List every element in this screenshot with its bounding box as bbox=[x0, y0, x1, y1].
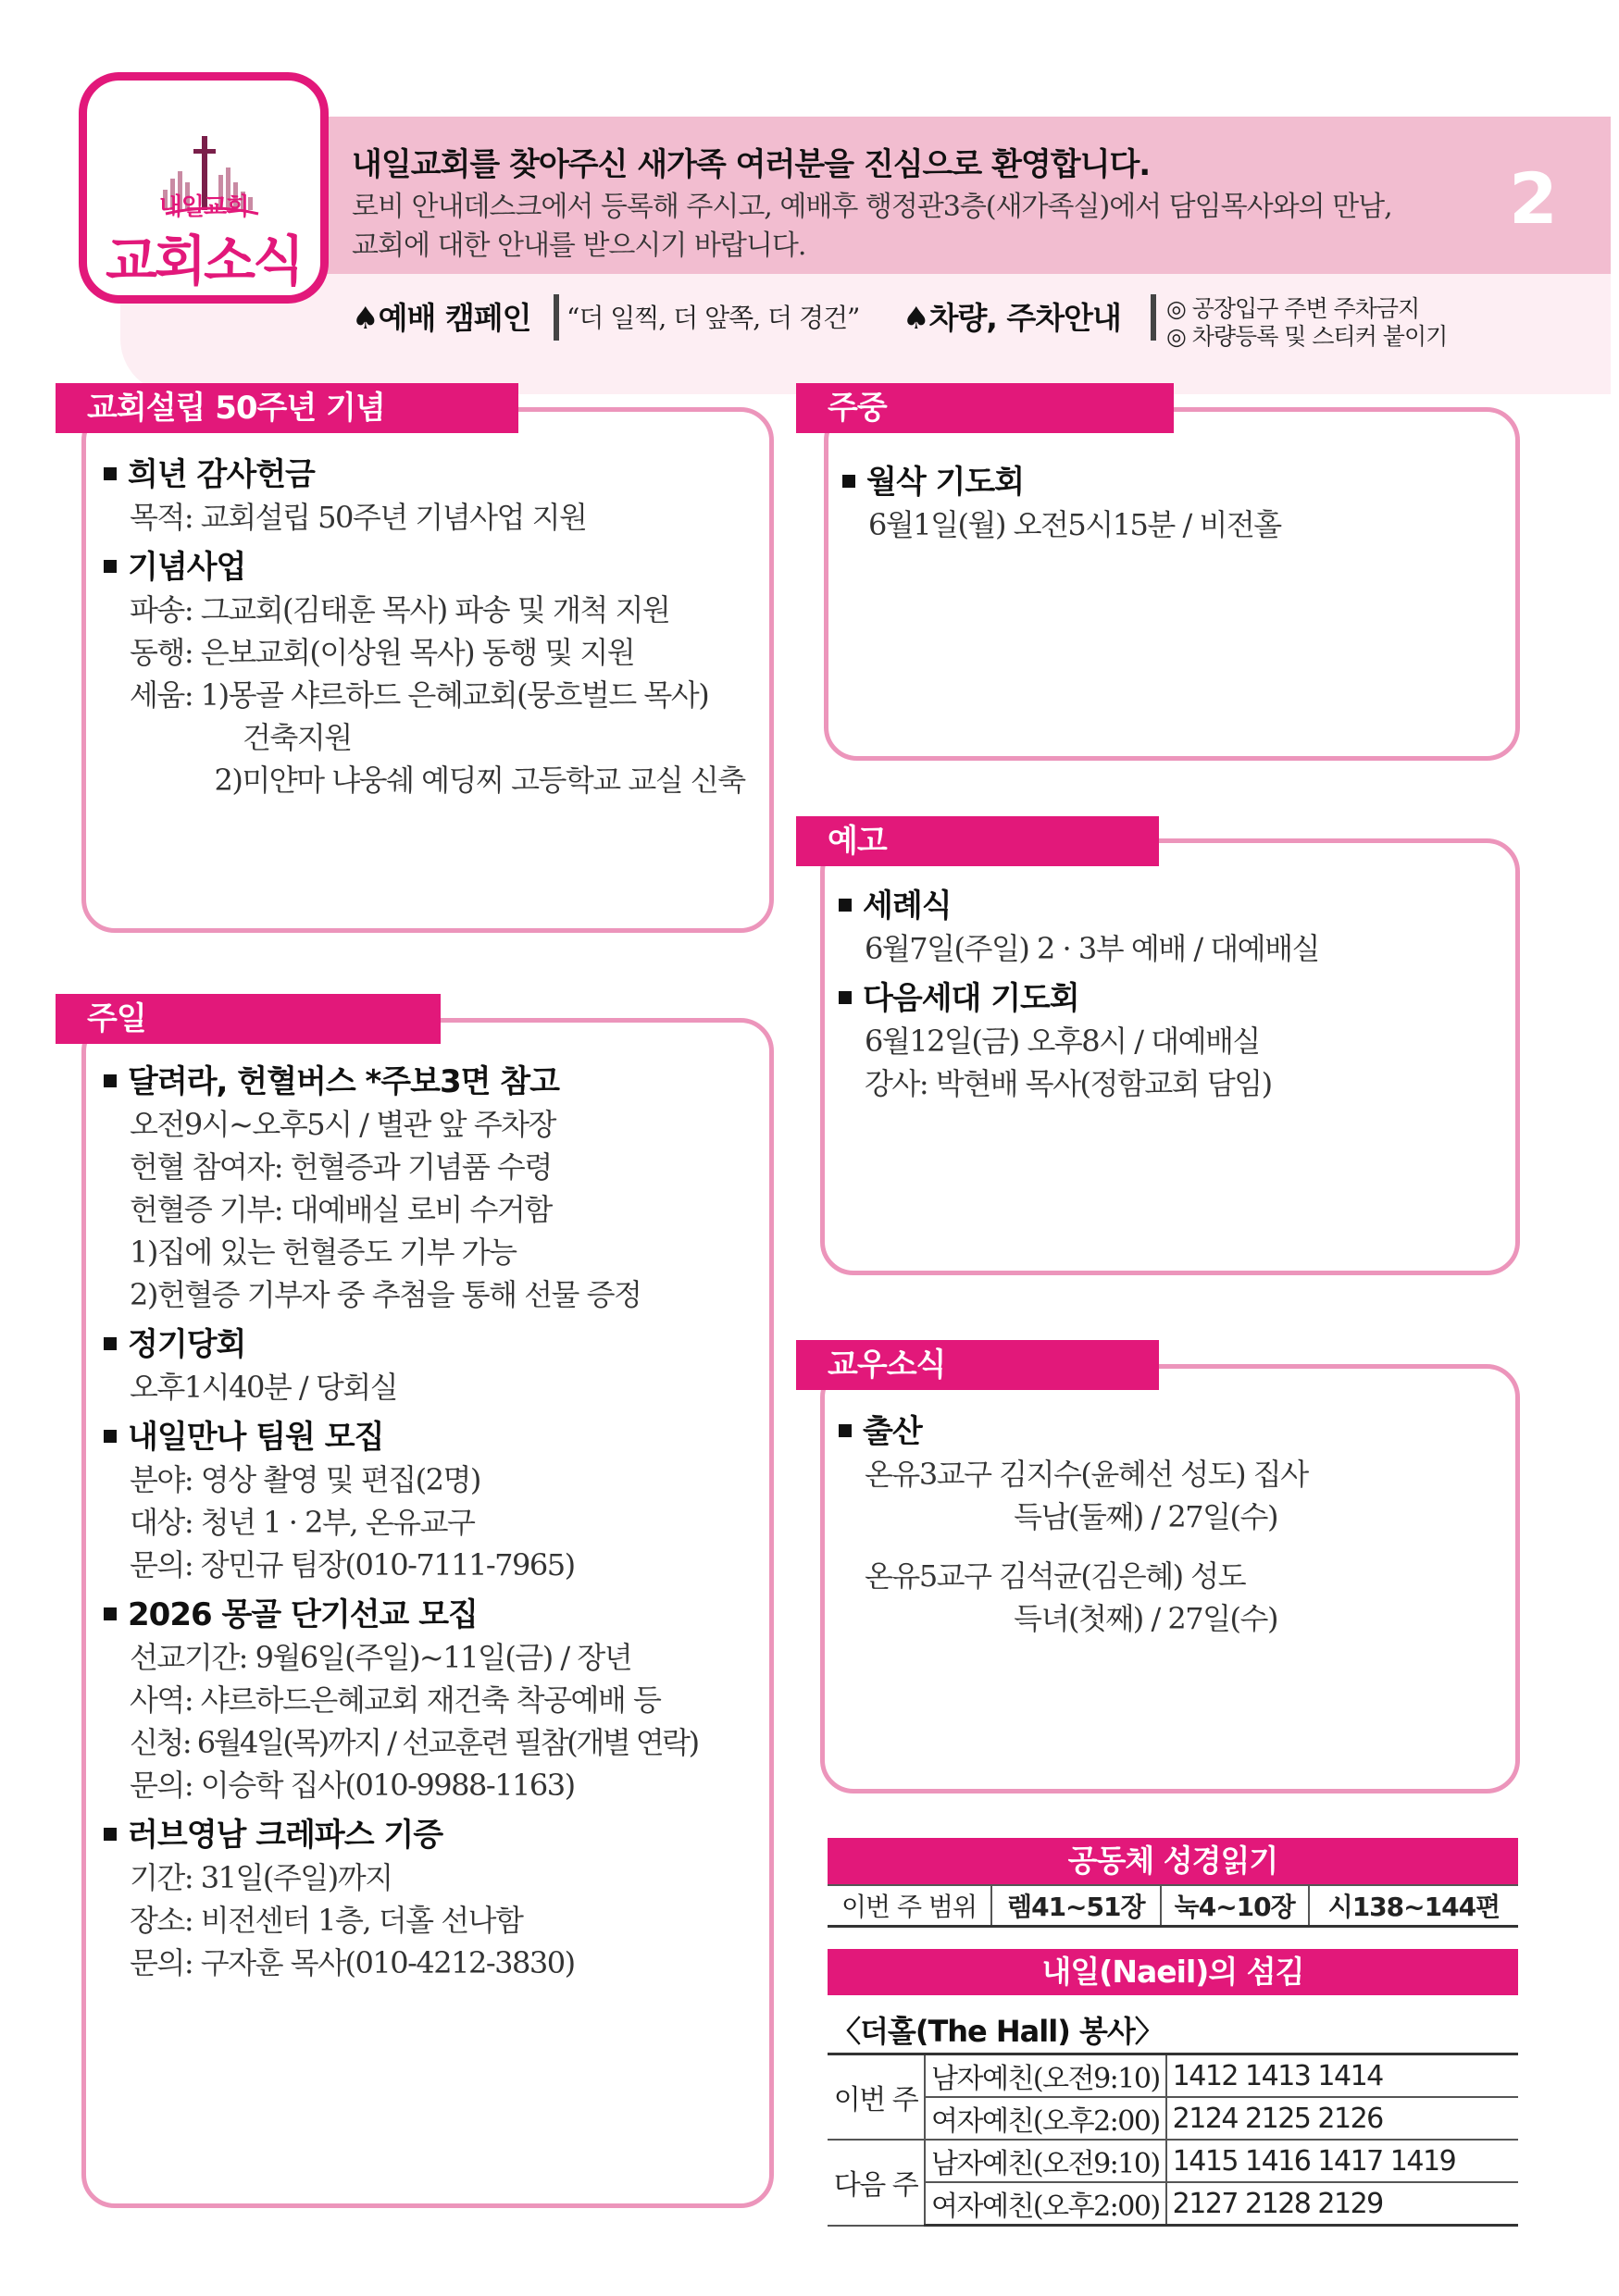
divider bbox=[554, 294, 559, 341]
reading-range: 눅4~10장 bbox=[1161, 1885, 1309, 1927]
item-title: 희년 감사헌금 bbox=[104, 453, 745, 496]
item-line: 1)집에 있는 헌혈증도 기부 가능 bbox=[130, 1235, 517, 1270]
bullet-icon bbox=[104, 1074, 117, 1087]
item-title: 기념사업 bbox=[104, 546, 745, 589]
bullet-icon bbox=[104, 560, 117, 573]
item-line: 오전9시~오후5시 / 별관 앞 주차장 bbox=[130, 1107, 555, 1142]
item-line: 헌혈 참여자: 헌혈증과 기념품 수령 bbox=[130, 1149, 552, 1185]
item-line: 기간: 31일(주일)까지 bbox=[130, 1860, 392, 1895]
item-line: 헌혈증 기부: 대예배실 로비 수거함 bbox=[130, 1192, 552, 1227]
sunday-tab: 주일 bbox=[56, 994, 441, 1044]
service-subtitle: 〈더홀(The Hall) 봉사〉 bbox=[831, 2014, 1164, 2049]
notice-body bbox=[839, 877, 1319, 1105]
members-body bbox=[839, 1403, 1308, 1640]
item-title: 정기당회 bbox=[104, 1323, 698, 1366]
table-row bbox=[828, 2140, 1518, 2182]
item-line: 득남(둘째) / 27일(수) bbox=[865, 1499, 1277, 1534]
midweek-tab: 주중 bbox=[796, 383, 1174, 433]
week-label: 이번 주 bbox=[828, 2054, 925, 2141]
item-line: 목적: 교회설립 50주년 기념사업 지원 bbox=[130, 500, 587, 535]
item-line: 6월12일(금) 오후8시 / 대예배실 bbox=[865, 1024, 1260, 1059]
reading-range: 렘41~51장 bbox=[991, 1885, 1161, 1927]
numbers-cell: 1415 1416 1417 1419 bbox=[1166, 2140, 1518, 2182]
bullet-icon bbox=[104, 1430, 117, 1443]
table-row bbox=[828, 2182, 1518, 2226]
news-item bbox=[842, 461, 1281, 546]
item-line: 파송: 그교회(김태훈 목사) 파송 및 개척 지원 bbox=[130, 592, 670, 627]
news-item bbox=[104, 1594, 698, 1806]
service-table bbox=[828, 2053, 1518, 2227]
item-title: 세례식 bbox=[839, 885, 1319, 927]
item-line: 문의: 이승학 집사(010-9988-1163) bbox=[130, 1768, 575, 1803]
divider bbox=[1151, 294, 1156, 341]
week-label: 다음 주 bbox=[828, 2140, 925, 2226]
item-title: 달려라, 헌혈버스 *주보3면 참고 bbox=[104, 1061, 698, 1103]
item-line: 온유3교구 김지수(윤혜선 성도) 집사 bbox=[865, 1457, 1308, 1492]
parking-label: ♠차량, 주차안내 bbox=[903, 300, 1121, 336]
group-cell: 남자예친(오전9:10) bbox=[925, 2054, 1166, 2098]
item-line: 온유5교구 김석균(김은혜) 성도 bbox=[865, 1558, 1246, 1594]
item-line: 분야: 영상 촬영 및 편집(2명) bbox=[130, 1462, 480, 1497]
news-item bbox=[104, 1814, 698, 1984]
item-title: 월삭 기도회 bbox=[842, 461, 1281, 503]
bullet-icon bbox=[104, 1828, 117, 1841]
page-title: 교회소식 bbox=[105, 230, 303, 292]
table-row bbox=[828, 2097, 1518, 2140]
bible-reading-title: 공동체 성경읽기 bbox=[828, 1838, 1518, 1884]
church-name: 내일교회 bbox=[158, 193, 249, 221]
item-title: 다음세대 기도회 bbox=[839, 977, 1319, 1020]
news-item bbox=[104, 546, 745, 801]
bullet-icon bbox=[839, 1424, 852, 1437]
news-item bbox=[104, 453, 745, 539]
reading-range: 시138~144편 bbox=[1309, 1885, 1518, 1927]
numbers-cell: 2127 2128 2129 bbox=[1166, 2182, 1518, 2226]
parking-note: ◎ 공장입구 주변 주차금지 bbox=[1166, 295, 1420, 322]
numbers-cell: 1412 1413 1414 bbox=[1166, 2054, 1518, 2098]
item-line: 2)헌혈증 기부자 중 추첨을 통해 선물 증정 bbox=[130, 1277, 641, 1312]
church-logo-box bbox=[79, 72, 329, 304]
news-item bbox=[104, 1061, 698, 1316]
item-line: 오후1시40분 / 당회실 bbox=[130, 1370, 398, 1405]
item-title: 2026 몽골 단기선교 모집 bbox=[104, 1594, 698, 1636]
page-number: 2 bbox=[1509, 157, 1558, 240]
item-line: 문의: 장민규 팀장(010-7111-7965) bbox=[130, 1547, 575, 1582]
item-line bbox=[839, 1538, 1308, 1555]
notice-tab: 예고 bbox=[796, 816, 1159, 866]
bullet-icon bbox=[104, 1607, 117, 1620]
anniversary-tab: 교회설립 50주년 기념 bbox=[56, 383, 518, 433]
news-item bbox=[104, 1416, 698, 1586]
numbers-cell: 2124 2125 2126 bbox=[1166, 2097, 1518, 2140]
item-title: 러브영남 크레파스 기증 bbox=[104, 1814, 698, 1856]
campaign-text: “더 일찍, 더 앞쪽, 더 경건” bbox=[567, 303, 860, 333]
item-line: 선교기간: 9월6일(주일)~11일(금) / 장년 bbox=[130, 1640, 632, 1675]
item-line: 동행: 은보교회(이상원 목사) 동행 및 지원 bbox=[130, 635, 635, 670]
news-item bbox=[839, 1410, 1308, 1640]
bullet-icon bbox=[839, 991, 852, 1004]
item-line: 6월1일(월) 오전5시15분 / 비전홀 bbox=[868, 507, 1281, 542]
item-line: 2)미얀마 냐웅쉐 예딩찌 고등학교 교실 신축 bbox=[130, 763, 745, 798]
group-cell: 여자예친(오후2:00) bbox=[925, 2097, 1166, 2140]
table-row bbox=[828, 2054, 1518, 2098]
sunday-body bbox=[104, 1053, 698, 1984]
news-item bbox=[839, 977, 1319, 1105]
item-title: 출산 bbox=[839, 1410, 1308, 1453]
anniversary-body bbox=[104, 446, 745, 801]
item-line: 문의: 구자훈 목사(010-4212-3830) bbox=[130, 1945, 575, 1980]
group-cell: 남자예친(오전9:10) bbox=[925, 2140, 1166, 2182]
service-title: 내일(Naeil)의 섬김 bbox=[828, 1949, 1518, 1995]
bullet-icon bbox=[104, 1337, 117, 1350]
midweek-body bbox=[842, 453, 1281, 546]
bullet-icon bbox=[842, 475, 855, 488]
item-line: 득녀(첫째) / 27일(수) bbox=[865, 1601, 1277, 1636]
item-line: 장소: 비전센터 1층, 더홀 선나함 bbox=[130, 1903, 523, 1938]
table-row bbox=[828, 1885, 1518, 1927]
campaign-label: ♠예배 캠페인 bbox=[352, 300, 531, 336]
item-title: 내일만나 팀원 모집 bbox=[104, 1416, 698, 1458]
item-line: 6월7일(주일) 2 · 3부 예배 / 대예배실 bbox=[865, 931, 1319, 966]
item-line: 세움: 1)몽골 샤르하드 은혜교회(뭉흐벌드 목사) bbox=[130, 677, 709, 713]
bible-reading-table bbox=[828, 1884, 1518, 1928]
range-label: 이번 주 범위 bbox=[828, 1885, 991, 1927]
bullet-icon bbox=[839, 899, 852, 912]
welcome-line: 로비 안내데스크에서 등록해 주시고, 예배후 행정관3층(새가족실)에서 담임목사와의 만남, bbox=[352, 191, 1392, 223]
news-item bbox=[839, 885, 1319, 970]
item-line: 사역: 샤르하드은혜교회 재건축 착공예배 등 bbox=[130, 1682, 661, 1718]
bullet-icon bbox=[104, 467, 117, 480]
members-tab: 교우소식 bbox=[796, 1340, 1159, 1390]
news-item bbox=[104, 1323, 698, 1409]
item-line: 대상: 청년 1 · 2부, 온유교구 bbox=[130, 1505, 475, 1540]
welcome-line: 교회에 대한 안내를 받으시기 바랍니다. bbox=[352, 230, 806, 262]
group-cell: 여자예친(오후2:00) bbox=[925, 2182, 1166, 2226]
item-line: 건축지원 bbox=[130, 720, 352, 755]
parking-note: ◎ 차량등록 및 스티커 붙이기 bbox=[1166, 323, 1448, 350]
item-line: 신청: 6월4일(목)까지 / 선교훈련 필참(개별 연락) bbox=[130, 1725, 698, 1760]
welcome-heading: 내일교회를 찾아주신 새가족 여러분을 진심으로 환영합니다. bbox=[352, 146, 1151, 183]
item-line: 강사: 박현배 목사(정함교회 담임) bbox=[865, 1066, 1272, 1101]
